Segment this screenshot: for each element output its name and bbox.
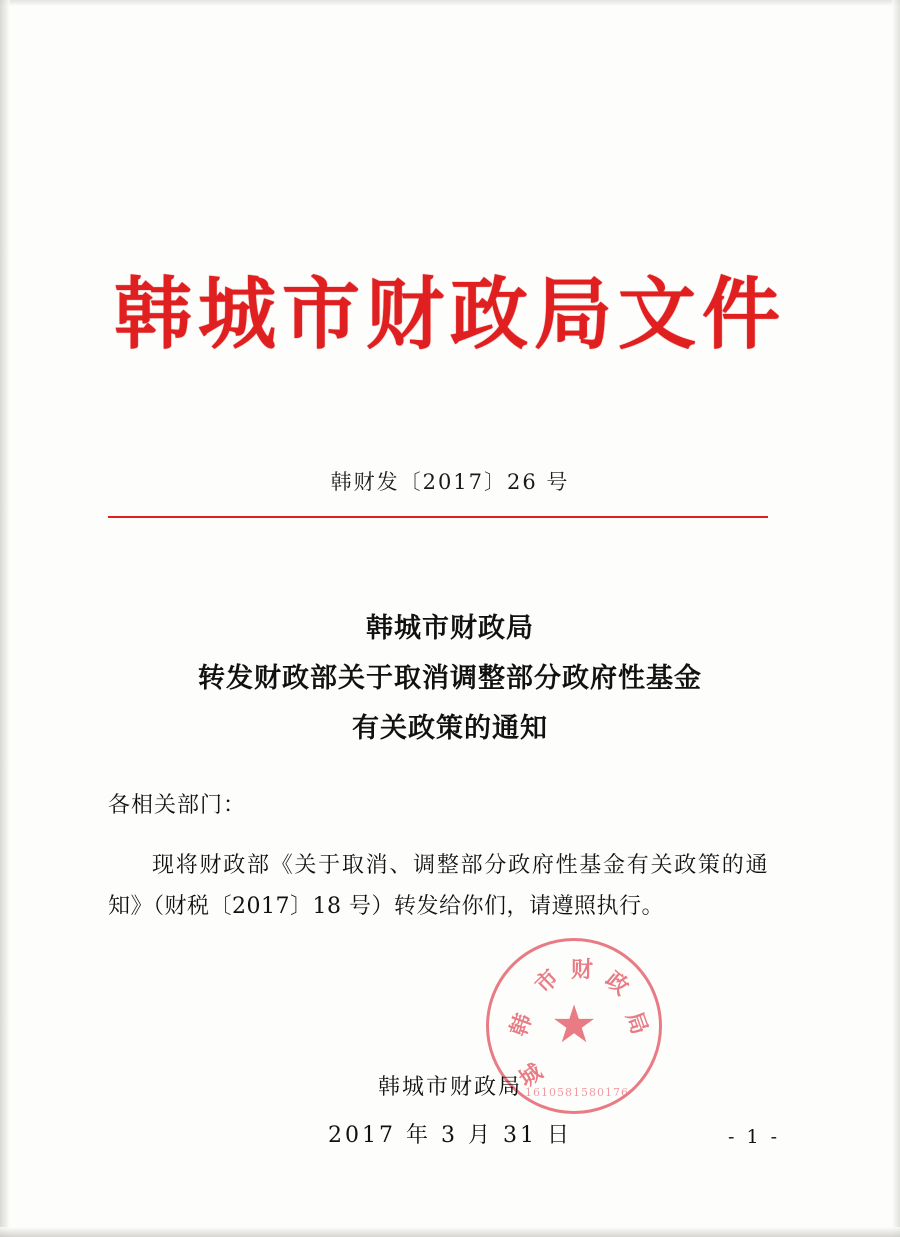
signer-organization: 韩城市财政局 — [377, 1075, 522, 1100]
document-masthead-title: 韩城市财政局文件 — [113, 269, 786, 360]
seal-serial-text: 1610581580176 — [525, 1086, 629, 1099]
sign-date: 2017 年 3 月 31 日 — [328, 1123, 572, 1148]
document-title-block — [0, 604, 900, 754]
document-title-line-2: 转发财政部关于取消调整部分政府性基金 — [198, 663, 702, 694]
document-title-line-1: 韩城市财政局 — [366, 613, 534, 644]
document-body-paragraph: 现将财政部《关于取消、调整部分政府性基金有关政策的通知》（财税〔2017〕18 号）转发给你们，请遵照执行。 — [108, 853, 768, 919]
document-number: 韩财发〔2017〕26 号 — [330, 470, 570, 494]
page-number: - 1 - — [727, 1126, 780, 1148]
seal-char-5: 政 — [600, 966, 634, 1001]
document-title-line-3: 有关政策的通知 — [352, 713, 548, 744]
seal-star-icon: ★ — [550, 995, 598, 1056]
salutation: 各相关部门： — [108, 793, 247, 818]
red-divider-rule — [108, 516, 768, 518]
scan-edge-bottom — [0, 1227, 900, 1237]
scan-edge-top — [0, 0, 900, 6]
seal-char-6: 局 — [620, 1008, 653, 1038]
seal-char-2: 城 — [514, 1058, 548, 1093]
seal-char-3: 市 — [530, 964, 565, 999]
seal-char-4: 财 — [571, 957, 594, 983]
seal-char-1: 韩 — [505, 1010, 538, 1040]
